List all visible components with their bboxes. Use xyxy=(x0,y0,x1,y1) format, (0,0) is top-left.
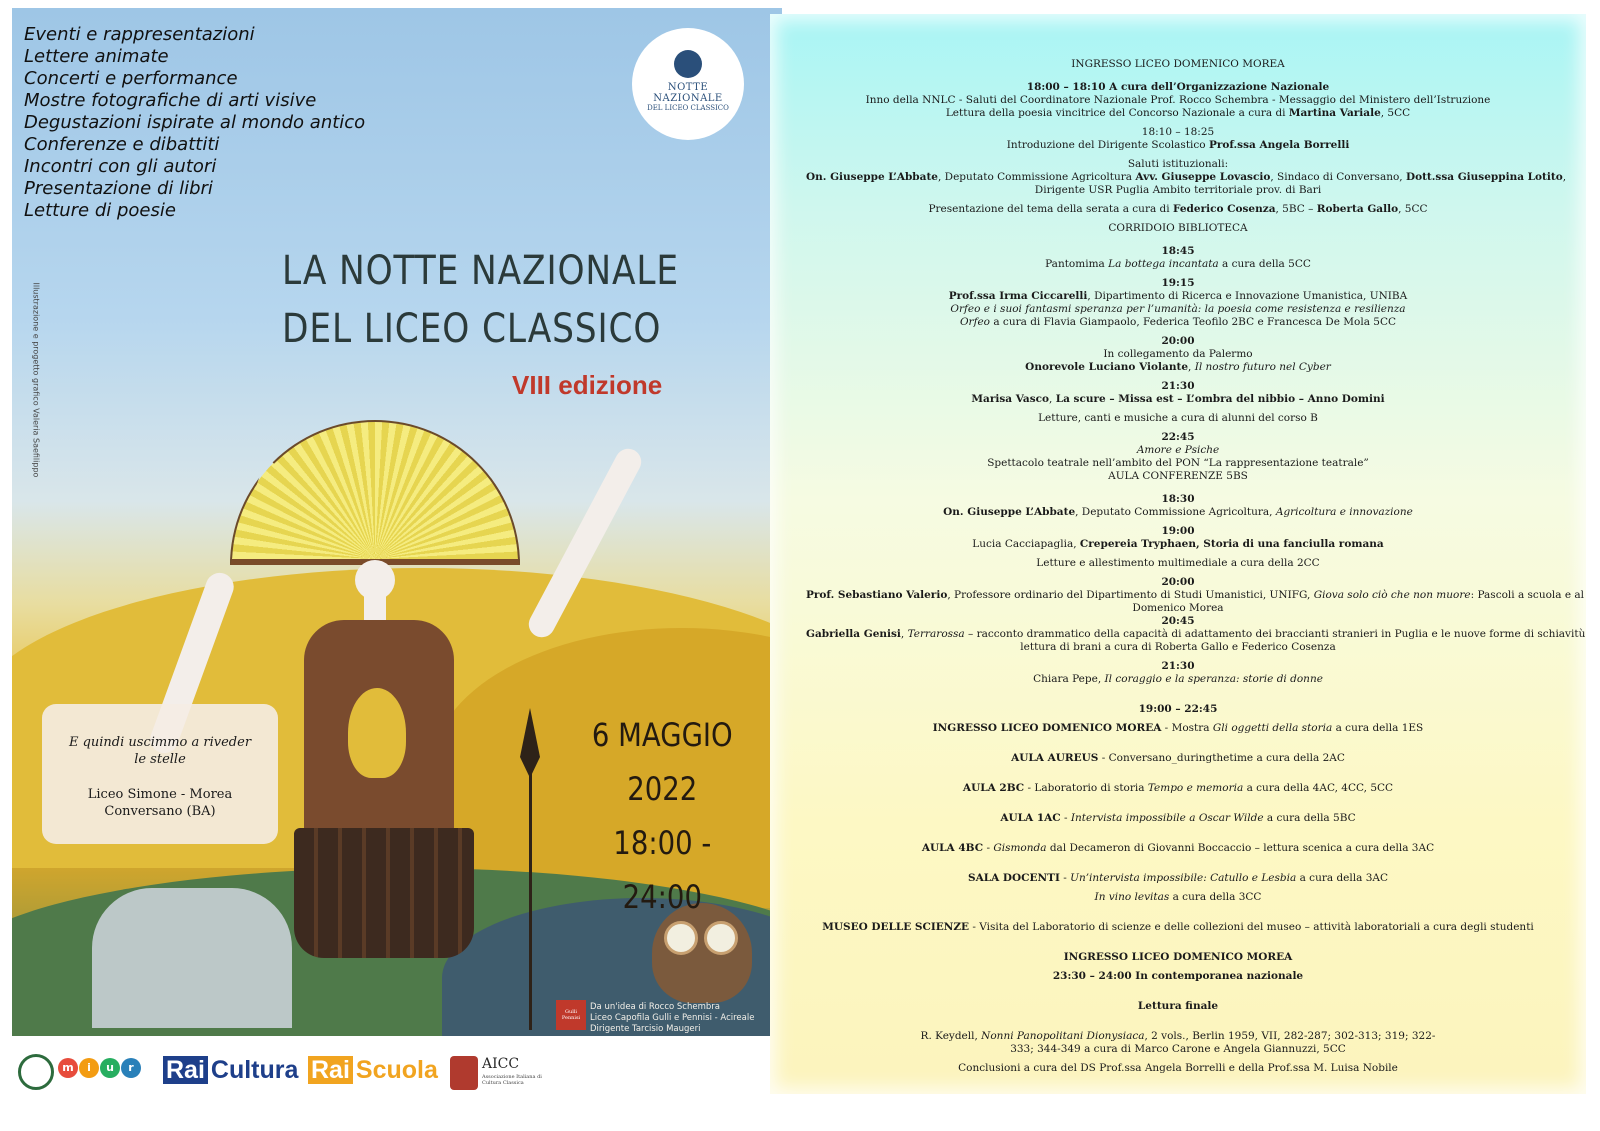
school-city: Conversano (BA) xyxy=(104,804,216,819)
program-line: AULA 2BC - Laboratorio di storia Tempo e memoria a cura della 4AC, 4CC, 5CC xyxy=(962,782,1394,794)
illustration-credit: Illustrazione e progetto grafico Valeria Saefilippo xyxy=(31,282,41,478)
program-line: Gabriella Genisi, Terrarossa – racconto drammatico della capacità di adattamento dei braccianti stranieri in Puglia e le nuove forme di schiavitù xyxy=(806,628,1586,640)
time-slot: 18:30 xyxy=(1161,493,1195,505)
logo-text-line2: DEL LICEO CLASSICO xyxy=(647,104,729,112)
program-line: Introduzione del Dirigente Scolastico Prof.ssa Angela Borrelli xyxy=(1006,139,1350,151)
program-line: On. Giuseppe L’Abbate, Deputato Commissione Agricoltura, Agricoltura e innovazione xyxy=(943,506,1413,518)
activity-item: Presentazione di libri xyxy=(24,178,213,199)
time-slot: 21:30 xyxy=(1161,380,1195,392)
program-line: Lucia Cacciapaglia, Crepereia Tryphaen, Storia di una fanciulla romana xyxy=(972,538,1384,550)
fan-illustration xyxy=(230,420,520,565)
program-line: AULA AUREUS - Conversano_duringthetime a cura della 2AC xyxy=(1011,752,1345,764)
motto-box xyxy=(42,704,278,844)
event-poster xyxy=(12,8,782,1036)
event-date: 6 MAGGIO xyxy=(591,716,733,754)
miur-letter: m xyxy=(58,1058,78,1078)
program-line: 333; 344-349 a cura di Marco Carone e Angela Giannuzzi, 5CC xyxy=(1010,1043,1346,1055)
activity-item: Degustazioni ispirate al mondo antico xyxy=(24,112,366,133)
time-slot: 20:00 xyxy=(1161,576,1195,588)
program-line: Chiara Pepe, Il coraggio e la speranza: storie di donne xyxy=(1033,673,1323,685)
program-line: MUSEO DELLE SCIENZE - Visita del Laboratorio di scienze e delle collezioni del museo – attività laboratoriali a cura degli studenti xyxy=(822,921,1534,933)
program-line: R. Keydell, Nonni Panopolitani Dionysiaca, 2 vols., Berlin 1959, VII, 282-287; 302-313; 319; 322- xyxy=(920,1030,1436,1042)
motto-line2: le stelle xyxy=(134,752,186,767)
time-slot: 19:00 xyxy=(1161,525,1195,537)
activities-list xyxy=(24,24,365,222)
activity-item: Incontri con gli autori xyxy=(24,156,217,177)
program-line: Letture, canti e musiche a cura di alunni del corso B xyxy=(1038,412,1318,424)
program-line: Onorevole Luciano Violante, Il nostro futuro nel Cyber xyxy=(1025,361,1331,373)
activity-item: Conferenze e dibattiti xyxy=(24,134,220,155)
program-line: Prof. Sebastiano Valerio, Professore ordinario del Dipartimento di Studi Umanistici, UNIFG, Giova solo ciò che non muore: Pascoli a scuola e al xyxy=(806,589,1585,601)
statue-group-illustration xyxy=(92,888,292,1028)
aicc-emblem-icon xyxy=(450,1056,478,1090)
program-line: Saluti istituzionali: xyxy=(1127,158,1229,170)
rai-prefix: Rai xyxy=(308,1056,353,1084)
program-line: lettura di brani a cura di Roberta Gallo e Federico Cosenza xyxy=(1020,641,1336,653)
rai-cultura-logo xyxy=(163,1050,298,1090)
program-line: In collegamento da Palermo xyxy=(1103,348,1253,360)
program-line: Prof.ssa Irma Ciccarelli, Dipartimento di Ricerca e Innovazione Umanistica, UNIBA xyxy=(948,290,1408,302)
program-line: Pantomima La bottega incantata a cura della 5CC xyxy=(1045,258,1311,270)
section-heading: INGRESSO LICEO DOMENICO MOREA xyxy=(1063,951,1293,963)
owl-eye xyxy=(664,921,698,955)
time-slot: 19:15 xyxy=(1161,277,1195,289)
credit-line: Dirigente Tarcisio Maugeri xyxy=(590,1024,701,1034)
program-line: INGRESSO LICEO DOMENICO MOREA - Mostra Gli oggetti della storia a cura della 1ES xyxy=(932,722,1424,734)
rai-scuola-text: Scuola xyxy=(355,1056,438,1084)
program-line: Amore e Psiche xyxy=(1136,444,1220,456)
poster-credits xyxy=(590,1002,780,1035)
program-line: AULA 1AC - Intervista impossibile a Oscar Wilde a cura della 5BC xyxy=(1000,812,1356,824)
program-line: Letture e allestimento multimediale a cura della 2CC xyxy=(1036,557,1320,569)
section-heading: Lettura finale xyxy=(1137,1000,1219,1012)
armor-opening xyxy=(348,688,406,778)
rai-scuola-logo xyxy=(308,1050,438,1090)
figure-skirt xyxy=(294,828,474,958)
logo-text-line1: NOTTE NAZIONALE xyxy=(653,82,723,104)
program-line: Presentazione del tema della serata a cura di Federico Cosenza, 5BC – Roberta Gallo, 5CC xyxy=(928,203,1428,215)
program-line: Conclusioni a cura del DS Prof.ssa Angela Borrelli e della Prof.ssa M. Luisa Nobile xyxy=(958,1062,1398,1074)
school-name: Liceo Simone - Morea xyxy=(87,787,233,802)
activity-item: Letture di poesie xyxy=(24,200,176,221)
section-heading: CORRIDOIO BIBLIOTECA xyxy=(1108,222,1248,234)
sponsor-logos xyxy=(18,1050,778,1094)
miur-letter: i xyxy=(79,1058,99,1078)
credit-line: Da un'idea di Rocco Schembra xyxy=(590,1002,720,1012)
motto-line1: E quindi uscimmo a riveder xyxy=(68,735,252,750)
section-heading: AULA CONFERENZE 5BS xyxy=(1108,470,1248,482)
time-slot: 18:00 – 18:10 A cura dell’Organizzazione Nazionale xyxy=(1026,81,1330,93)
event-date-block xyxy=(572,708,753,924)
program-line: Orfeo a cura di Flavia Giampaolo, Federica Teofilo 2BC e Francesca De Mola 5CC xyxy=(959,316,1397,328)
program-line: In vino levitas a cura della 3CC xyxy=(1094,891,1262,903)
program-line: On. Giuseppe L’Abbate, Deputato Commissione Agricoltura Avv. Giuseppe Lovascio, Sindaco di Conversano, Dott.ssa Giuseppina Lotito, xyxy=(806,171,1567,183)
poster-title-line2: DEL LICEO CLASSICO xyxy=(282,306,662,352)
time-slot: 21:30 xyxy=(1161,660,1195,672)
gulli-pennisi-logo: Gulli Pennisi xyxy=(556,1000,586,1030)
miur-letter: u xyxy=(100,1058,120,1078)
time-slot: 19:00 – 22:45 xyxy=(1138,703,1218,715)
poster-title-line1: LA NOTTE NAZIONALE xyxy=(282,248,680,294)
time-slot: 20:45 xyxy=(1161,615,1195,627)
time-slot: 23:30 – 24:00 In contemporanea nazionale xyxy=(1052,970,1304,982)
program-line: SALA DOCENTI - Un’intervista impossibile: Catullo e Lesbia a cura della 3AC xyxy=(968,872,1388,884)
column-icon xyxy=(674,50,702,78)
time-slot: 20:00 xyxy=(1161,335,1195,347)
nnlc-logo xyxy=(632,28,744,140)
edition-label: VIII edizione xyxy=(512,370,663,400)
republic-emblem-icon xyxy=(18,1054,54,1090)
event-year: 2022 xyxy=(627,770,698,808)
program-line: Orfeo e i suoi fantasmi speranza per l’umanità: la poesia come resistenza e resilienza xyxy=(950,303,1406,315)
time-slot: 22:45 xyxy=(1161,431,1195,443)
event-time: 18:00 - 24:00 xyxy=(613,824,712,916)
miur-logo xyxy=(58,1056,148,1086)
program-line: Lettura della poesia vincitrice del Concorso Nazionale a cura di Martina Variale, 5CC xyxy=(945,107,1411,119)
miur-letter: r xyxy=(121,1058,141,1078)
event-program xyxy=(770,14,1586,1094)
time-slot: 18:10 – 18:25 xyxy=(1141,126,1215,138)
program-line: AULA 4BC - Gismonda dal Decameron di Giovanni Boccaccio – lettura scenica a cura della 3AC xyxy=(921,842,1435,854)
activity-item: Mostre fotografiche di arti visive xyxy=(24,90,317,111)
rai-prefix: Rai xyxy=(163,1056,208,1084)
program-line: Inno della NNLC - Saluti del Coordinatore Nazionale Prof. Rocco Schembra - Messaggio del Ministero dell’Istruzione xyxy=(865,94,1491,106)
section-heading: INGRESSO LICEO DOMENICO MOREA xyxy=(1071,58,1285,70)
activity-item: Concerti e performance xyxy=(24,68,238,89)
activity-item: Eventi e rappresentazioni xyxy=(24,24,255,45)
activity-item: Lettere animate xyxy=(24,46,169,67)
poster-title xyxy=(282,242,679,358)
aicc-logo-text: AICC xyxy=(482,1056,520,1072)
owl-eye xyxy=(704,921,738,955)
aicc-subtitle: Associazione Italiana di Cultura Classica xyxy=(482,1074,542,1086)
program-line: Dirigente USR Puglia Ambito territoriale prov. di Bari xyxy=(1034,184,1322,196)
program-line: Spettacolo teatrale nell’ambito del PON “La rappresentazione teatrale” xyxy=(987,457,1369,469)
rai-cultura-text: Cultura xyxy=(210,1056,299,1084)
program-line: Marisa Vasco, La scure – Missa est – L’ombra del nibbio – Anno Domini xyxy=(971,393,1385,405)
program-line: Domenico Morea xyxy=(1132,602,1224,614)
time-slot: 18:45 xyxy=(1161,245,1195,257)
credit-line: Liceo Capofila Gulli e Pennisi - Acireale xyxy=(590,1013,755,1023)
